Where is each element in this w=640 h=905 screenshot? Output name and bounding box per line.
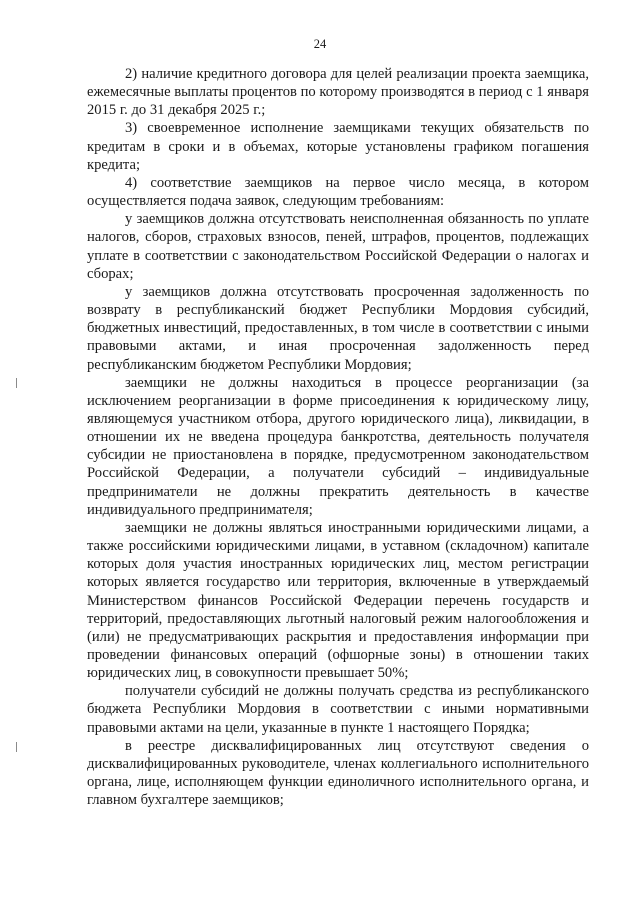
page-number: 24 bbox=[313, 37, 327, 51]
requirement-no-other-funds: получатели субсидий не должны получать средства из республиканского бюджета Республики Мордовия в соответствии с иными нормативными правовыми актами на цели, указанные в пункте 1 настоящего Порядка; bbox=[87, 683, 589, 736]
requirement-tax-debt: у заемщиков должна отсутствовать неисполненная обязанность по уплате налогов, сборов, страховых взносов, пеней, штрафов, процентов, подлежащих уплате в соответствии с законодательством Российской Федерации о налогах и сборах; bbox=[87, 211, 589, 282]
requirement-not-foreign: заемщики не должны являться иностранными юридическими лицами, а также российскими юридическими лицами, в уставном (складочном) капитале которых доля участия иностранных юридических лиц, местом регистрации которых является государство или территория, включенные в утверждаемый Министерством финансов Российской Федерации перечень государств и территорий, предоставляющих льготный налоговый режим налогообложения и (или) не предусматривающих раскрытия и предоставления информации при проведении финансовых операций (офшорные зоны) в отношении таких юридических лиц, в совокупности превышает 50%; bbox=[87, 519, 589, 682]
requirement-no-reorganization: заемщики не должны находиться в процессе реорганизации (за исключением реорганизации в форме присоединения к юридическому лицу, являющемуся участником отбора, другого юридического лица), ликвидации, в отношении их не введена процедура банкротства, деятельность получателя субсидии не приостановлена в порядке, предусмотренном законодательством Российской Федерации, а получатели субсидий – индивидуальные предприниматели не должны прекратить деятельность в качестве индивидуального предпринимателя; bbox=[87, 374, 589, 518]
paragraph-item-4: 4) соответствие заемщиков на первое число месяца, в котором осуществляется подача заявок, следующим требованиям: bbox=[87, 174, 589, 210]
requirement-budget-debt: у заемщиков должна отсутствовать просроченная задолженность по возврату в республиканский бюджет Республики Мордовия субсидий, бюджетных инвестиций, предоставленных, в том числе в соответствии с иными правовыми актами, и иная просроченная задолженность перед республиканским бюджетом Республики Мордовия; bbox=[87, 283, 589, 373]
paragraph-item-2: 2) наличие кредитного договора для целей реализации проекта заемщика, ежемесячные выплаты процентов по которому производятся в период с 1 января 2015 г. до 31 декабря 2025 г.; bbox=[87, 66, 589, 119]
requirement-disqualified-registry: в реестре дисквалифицированных лиц отсутствуют сведения о дисквалифицированных руководителе, членах коллегиального исполнительного органа, лице, исполняющем функции единоличного исполнительного органа, и главном бухгалтере заемщиков; bbox=[87, 737, 589, 809]
scan-artifact-mark bbox=[16, 742, 17, 752]
document-body bbox=[87, 65, 589, 809]
scan-artifact-mark bbox=[16, 378, 17, 388]
paragraph-item-3: 3) своевременное исполнение заемщиками текущих обязательств по кредитам в сроки и в объемах, которые установлены графиком погашения кредита; bbox=[87, 120, 589, 173]
